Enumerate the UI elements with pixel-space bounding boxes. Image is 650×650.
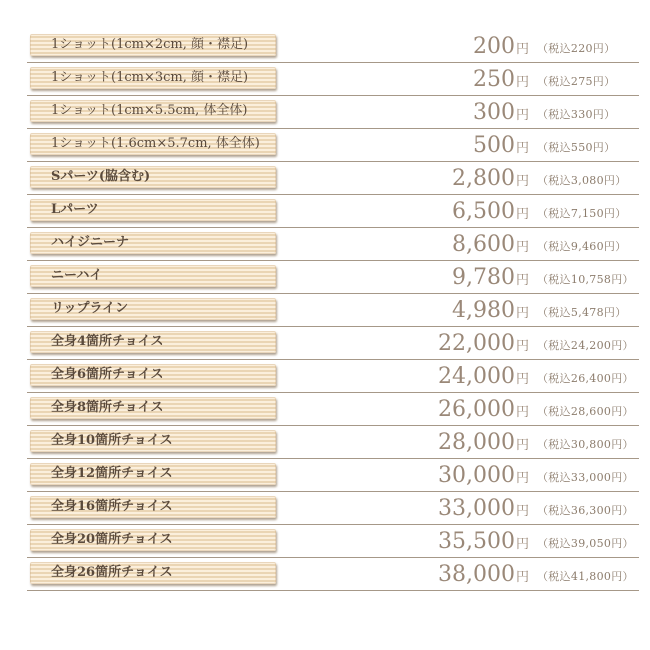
yen-unit: 円	[515, 372, 529, 387]
tax-included-price: （税込30,800円）	[537, 438, 634, 451]
price-row	[27, 393, 639, 426]
price-value: 9,780	[452, 265, 515, 290]
price	[452, 265, 529, 290]
price-row	[27, 525, 639, 558]
price	[473, 67, 529, 92]
price-value: 26,000	[438, 397, 515, 422]
tax-included-price: （税込39,050円）	[537, 537, 634, 550]
yen-unit: 円	[515, 405, 529, 420]
price	[473, 34, 529, 59]
price-list	[27, 30, 639, 591]
price	[438, 562, 529, 587]
price-value: 8,600	[452, 232, 515, 257]
item-label: 全身26箇所チョイス	[30, 562, 276, 584]
price-row	[27, 228, 639, 261]
price-row	[27, 360, 639, 393]
item-label: Sパーツ(脇含む)	[30, 166, 276, 188]
yen-unit: 円	[515, 240, 529, 255]
tax-included-price: （税込7,150円）	[537, 207, 627, 220]
tax-included-price: （税込24,200円）	[537, 339, 634, 352]
item-label: 1ショット(1cm×2cm, 顔・襟足)	[30, 34, 276, 56]
tax-included-price: （税込275円）	[537, 75, 616, 88]
price	[452, 298, 529, 323]
tax-included-price: （税込36,300円）	[537, 504, 634, 517]
price	[473, 133, 529, 158]
price-row	[27, 129, 639, 162]
yen-unit: 円	[515, 339, 529, 354]
tax-included-price: （税込3,080円）	[537, 174, 627, 187]
yen-unit: 円	[515, 207, 529, 222]
price	[438, 331, 529, 356]
tax-included-price: （税込26,400円）	[537, 372, 634, 385]
price-value: 4,980	[452, 298, 515, 323]
tax-included-price: （税込9,460円）	[537, 240, 627, 253]
item-label: リップライン	[30, 298, 276, 320]
price-row	[27, 459, 639, 492]
price-value: 30,000	[438, 463, 515, 488]
price-row	[27, 327, 639, 360]
item-label: 全身20箇所チョイス	[30, 529, 276, 551]
item-label: 全身16箇所チョイス	[30, 496, 276, 518]
price-value: 300	[472, 100, 515, 125]
item-label: 1ショット(1.6cm×5.7cm, 体全体)	[30, 133, 276, 155]
yen-unit: 円	[515, 471, 529, 486]
tax-included-price: （税込330円）	[537, 108, 616, 121]
yen-unit: 円	[515, 537, 529, 552]
tax-included-price: （税込28,600円）	[537, 405, 634, 418]
price	[438, 496, 529, 521]
price-value: 200	[472, 34, 515, 59]
price	[452, 199, 529, 224]
item-label: 全身10箇所チョイス	[30, 430, 276, 452]
item-label: ハイジニーナ	[30, 232, 276, 254]
price-row	[27, 558, 639, 591]
price-value: 38,000	[438, 562, 515, 587]
price-value: 250	[472, 67, 515, 92]
price-row	[27, 63, 639, 96]
tax-included-price: （税込5,478円）	[537, 306, 627, 319]
price-value: 24,000	[438, 364, 515, 389]
price-value: 6,500	[452, 199, 515, 224]
yen-unit: 円	[515, 141, 529, 156]
price-row	[27, 426, 639, 459]
price-value: 22,000	[438, 331, 515, 356]
yen-unit: 円	[515, 75, 529, 90]
price	[438, 364, 529, 389]
price-row	[27, 162, 639, 195]
price-value: 33,000	[438, 496, 515, 521]
price-value: 35,500	[438, 529, 515, 554]
item-label: 1ショット(1cm×5.5cm, 体全体)	[30, 100, 276, 122]
price-value: 28,000	[438, 430, 515, 455]
yen-unit: 円	[515, 174, 529, 189]
price-value: 500	[472, 133, 515, 158]
yen-unit: 円	[515, 273, 529, 288]
item-label: 全身8箇所チョイス	[30, 397, 276, 419]
price	[452, 232, 529, 257]
yen-unit: 円	[515, 42, 529, 57]
tax-included-price: （税込550円）	[537, 141, 616, 154]
item-label: 全身6箇所チョイス	[30, 364, 276, 386]
tax-included-price: （税込10,758円）	[537, 273, 634, 286]
item-label: 全身4箇所チョイス	[30, 331, 276, 353]
price	[473, 100, 529, 125]
price	[438, 397, 529, 422]
price-row	[27, 96, 639, 129]
price-row	[27, 294, 639, 327]
price-row	[27, 261, 639, 294]
item-label: 全身12箇所チョイス	[30, 463, 276, 485]
price-row	[27, 30, 639, 63]
price-row	[27, 195, 639, 228]
tax-included-price: （税込220円）	[537, 42, 616, 55]
yen-unit: 円	[515, 438, 529, 453]
price	[438, 529, 529, 554]
tax-included-price: （税込41,800円）	[537, 570, 634, 583]
tax-included-price: （税込33,000円）	[537, 471, 634, 484]
price-row	[27, 492, 639, 525]
price-value: 2,800	[452, 166, 515, 191]
yen-unit: 円	[515, 504, 529, 519]
item-label: 1ショット(1cm×3cm, 顔・襟足)	[30, 67, 276, 89]
price	[438, 430, 529, 455]
price	[452, 166, 529, 191]
yen-unit: 円	[515, 108, 529, 123]
item-label: ニーハイ	[30, 265, 276, 287]
item-label: Lパーツ	[30, 199, 276, 221]
price	[438, 463, 529, 488]
yen-unit: 円	[515, 570, 529, 585]
yen-unit: 円	[515, 306, 529, 321]
